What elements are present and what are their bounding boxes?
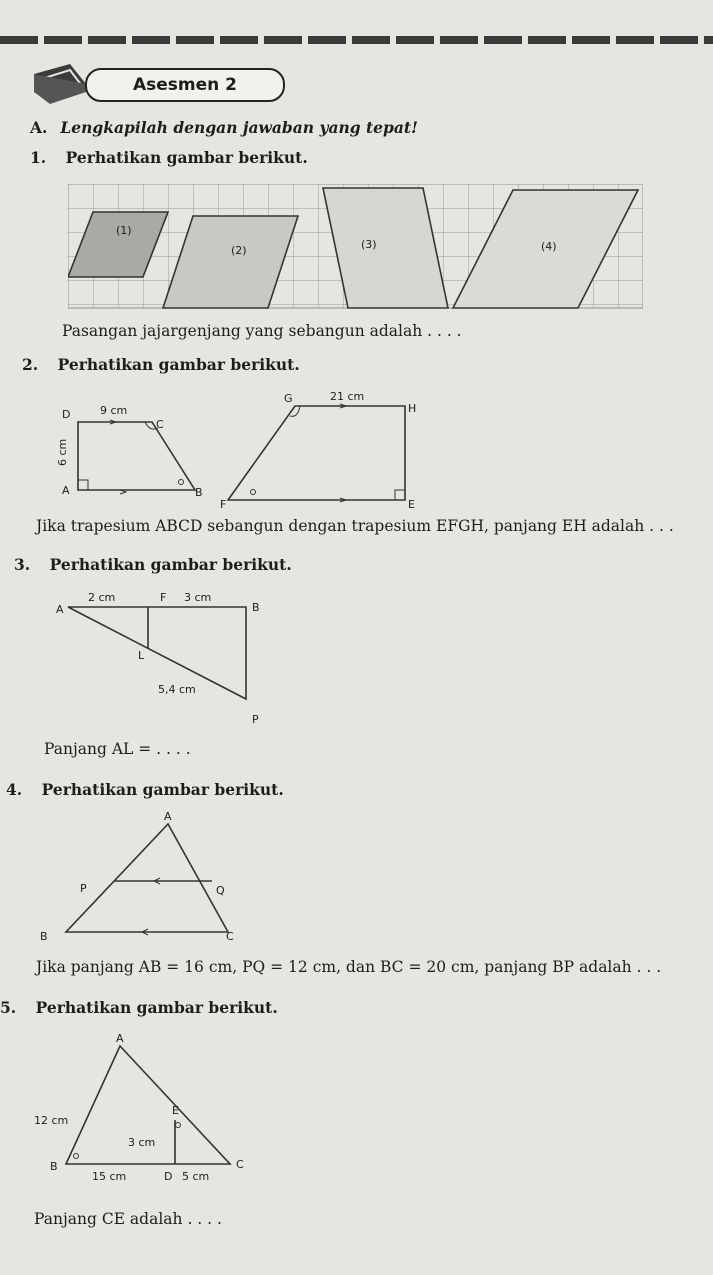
vertex-b: B <box>40 930 48 943</box>
q3-fb-length: 3 cm <box>184 591 212 604</box>
vertex-a: A <box>116 1032 124 1045</box>
section-label: A. <box>30 118 48 137</box>
q4-prompt: Perhatikan gambar berikut. <box>41 780 284 799</box>
q5-header <box>0 998 278 1017</box>
q4-header <box>6 780 284 799</box>
vertex-c: C <box>156 418 164 431</box>
q5-dc-length: 5 cm <box>182 1170 210 1183</box>
vertex-f: F <box>220 498 227 511</box>
q3-number: 3. <box>14 555 31 574</box>
q4-number: 4. <box>6 780 23 799</box>
vertex-a: A <box>62 484 70 497</box>
vertex-l: L <box>138 649 145 662</box>
book-icon <box>30 58 90 106</box>
q4-question: Jika panjang AB = 16 cm, PQ = 12 cm, dan BC = 20 cm, panjang BP adalah . . . <box>36 958 662 976</box>
vertex-p: P <box>252 713 259 726</box>
q4-triangle-figure <box>36 808 246 948</box>
vertex-b: B <box>195 486 203 499</box>
q3-prompt: Perhatikan gambar berikut. <box>49 555 292 574</box>
vertex-a: A <box>56 603 64 616</box>
q2-prompt: Perhatikan gambar berikut. <box>57 355 300 374</box>
vertex-c: C <box>226 930 234 943</box>
q5-bd-length: 15 cm <box>92 1170 127 1183</box>
shape-label-4: (4) <box>541 240 557 253</box>
q5-prompt: Perhatikan gambar berikut. <box>35 998 278 1017</box>
q2-top-length: 9 cm <box>100 404 128 417</box>
vertex-b: B <box>50 1160 58 1173</box>
page-title: Asesmen 2 <box>85 68 285 102</box>
vertex-d: D <box>164 1170 173 1183</box>
q2-header <box>22 355 300 374</box>
q1-question: Pasangan jajargenjang yang sebangun adalah . . . . <box>62 322 462 340</box>
shape-label-2: (2) <box>231 244 247 257</box>
q5-triangle-figure <box>30 1030 260 1190</box>
vertex-f: F <box>160 591 167 604</box>
q3-question: Panjang AL = . . . . <box>44 740 191 758</box>
vertex-p: P <box>80 882 87 895</box>
q2-trapezium-figures <box>50 388 440 512</box>
q2-number: 2. <box>22 355 39 374</box>
shape-label-1: (1) <box>116 224 132 237</box>
q3-header <box>14 555 292 574</box>
vertex-d: D <box>62 408 71 421</box>
vertex-b: B <box>252 601 260 614</box>
q5-de-length: 3 cm <box>128 1136 156 1149</box>
q1-header <box>30 148 308 167</box>
section-heading <box>30 118 418 137</box>
q2-question: Jika trapesium ABCD sebangun dengan trapesium EFGH, panjang EH adalah . . . <box>36 517 674 535</box>
q1-parallelogram-grid <box>68 184 643 312</box>
vertex-g: G <box>284 392 293 405</box>
vertex-e: E <box>408 498 415 511</box>
q5-question: Panjang CE adalah . . . . <box>34 1210 222 1228</box>
vertex-e: E <box>172 1104 179 1117</box>
q3-bp-length: 5,4 cm <box>158 683 196 696</box>
q1-number: 1. <box>30 148 47 167</box>
section-instruction: Lengkapilah dengan jawaban yang tepat! <box>60 118 418 137</box>
vertex-h: H <box>408 402 417 415</box>
q5-ab-length: 12 cm <box>34 1114 69 1127</box>
q3-af-length: 2 cm <box>88 591 116 604</box>
q2-right-top-length: 21 cm <box>330 390 365 403</box>
vertex-q: Q <box>216 884 225 897</box>
vertex-a: A <box>164 810 172 823</box>
q5-number: 5. <box>0 998 17 1017</box>
vertex-c: C <box>236 1158 244 1171</box>
top-border-strip <box>0 36 713 44</box>
q2-side-length: 6 cm <box>56 438 69 466</box>
q1-prompt: Perhatikan gambar berikut. <box>65 148 308 167</box>
q3-triangle-figure <box>50 583 280 731</box>
shape-label-3: (3) <box>361 238 377 251</box>
